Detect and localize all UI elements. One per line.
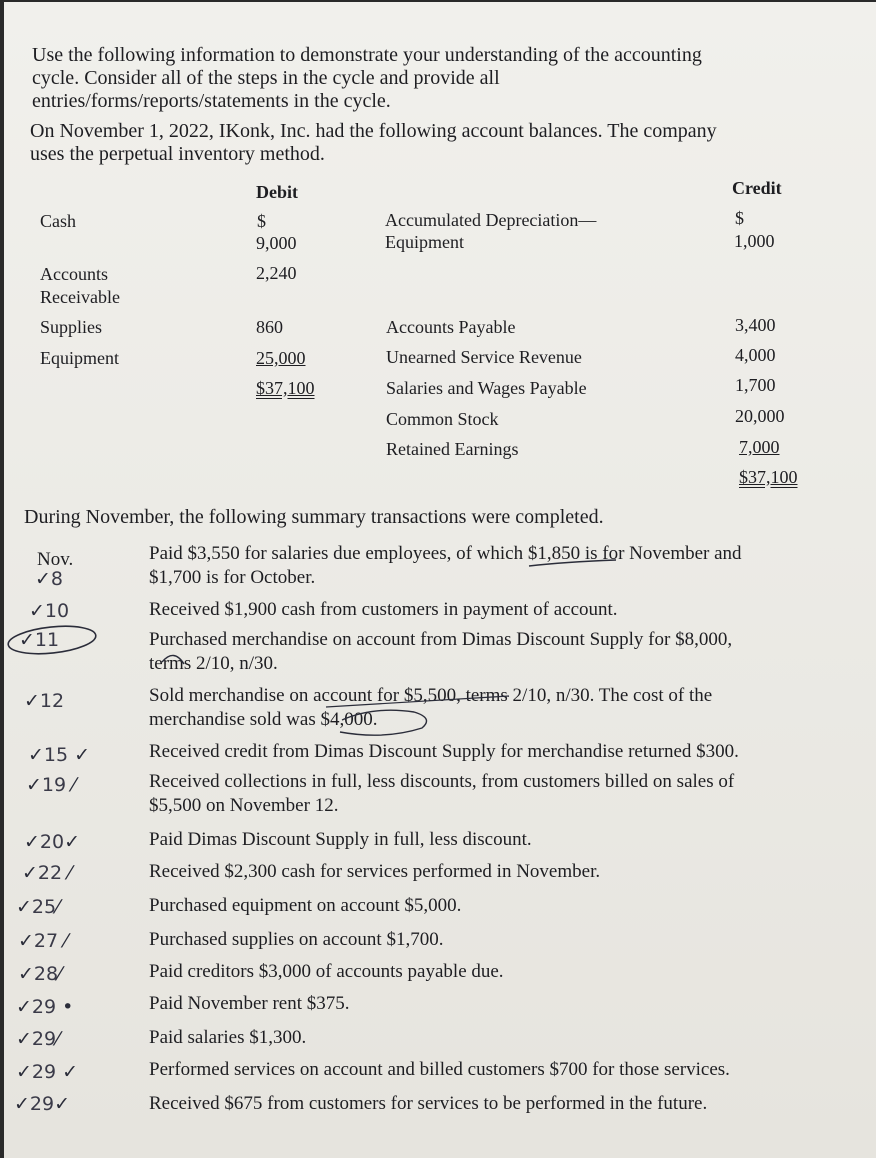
txn-description xyxy=(149,992,350,1016)
txn-line: Paid $3,550 for salaries due employees, of which $1,850 is for November and xyxy=(149,543,742,564)
txn-description xyxy=(149,628,732,676)
txn-description xyxy=(149,828,532,852)
txn-date: 19 xyxy=(41,774,67,796)
txn-line: merchandise sold was $4,000. xyxy=(149,709,378,730)
txn-date: 29 xyxy=(31,1061,57,1083)
account-accum-depreciation-1: Accumulated Depreciation— xyxy=(385,210,597,230)
account-common-stock: Common Stock xyxy=(386,409,499,429)
account-retained-earnings: Retained Earnings xyxy=(386,439,519,459)
debit-total: $37,100 xyxy=(256,378,315,398)
txn-line: Received $675 from customers for services to be performed in the future. xyxy=(149,1093,708,1114)
txn-line: Paid November rent $375. xyxy=(149,993,350,1014)
txn-line: Purchased equipment on account $5,000. xyxy=(149,895,462,916)
txn-line: $1,700 is for October. xyxy=(149,567,316,588)
amount-salaries-wages-payable: 1,700 xyxy=(735,375,776,395)
account-accum-depreciation-2: Equipment xyxy=(385,232,464,252)
intro-line: uses the perpetual inventory method. xyxy=(30,143,325,165)
currency-sign: $ xyxy=(735,208,744,228)
txn-line: Received credit from Dimas Discount Supply for merchandise returned $300. xyxy=(149,741,739,762)
txn-description xyxy=(149,598,618,622)
txn-line: Received $1,900 cash from customers in payment of account. xyxy=(149,599,618,620)
txn-description xyxy=(149,1026,306,1050)
txn-date: 8 xyxy=(50,568,64,590)
amount-accum-depreciation: 1,000 xyxy=(734,231,775,251)
txn-description xyxy=(149,960,504,984)
txn-date: 28 xyxy=(33,963,59,985)
txn-description xyxy=(149,740,739,764)
account-supplies: Supplies xyxy=(40,317,103,337)
amount-accounts-payable: 3,400 xyxy=(735,315,776,335)
txn-line: Purchased merchandise on account from Dimas Discount Supply for $8,000, xyxy=(149,629,733,650)
txn-description xyxy=(149,684,712,732)
txn-date: 20 xyxy=(39,831,65,853)
account-salaries-wages-payable: Salaries and Wages Payable xyxy=(386,378,587,398)
amount-supplies: 860 xyxy=(256,317,283,337)
txn-description xyxy=(149,1092,707,1116)
txn-description xyxy=(149,860,600,884)
txn-date: 27 xyxy=(33,930,59,952)
txn-date: 22 xyxy=(37,862,63,884)
txn-date: 29 xyxy=(31,996,57,1018)
month-label: Nov. xyxy=(37,549,74,570)
amount-cash: 9,000 xyxy=(256,233,297,253)
account-cash: Cash xyxy=(40,211,76,231)
document-page: Use the following information to demonstrate your understanding of the accounting cycle. Consider all of the steps in the cycle and provide all entries/forms/reports/statements in the cycle. On November 1, 2022, IKonk, Inc. had the following account balances. The company uses the perpetual inventory method. Debit Credit Cash $ 9,000 Accounts Receivable 2,240 Supplies 860 Equipment 25,000 $37,100 Accumulated Depreciation— Equipment $ 1,000 Accounts Payable 3,400 Unearned Service Revenue 4,000 Salaries and Wages Payable 1,700 Common Stock 20,000 Retained Earnings 7,000 $37,100 During November, the following summary transactions were completed. Nov. ✓8 ✓10 ✓11 ✓12 ✓15 ✓ ✓19 ⁄ ✓20✓ ✓22 ⁄ ✓25⁄ ✓27 ⁄ ✓28⁄ ✓29 • ✓29⁄ ✓29 ✓ ✓29✓ Paid $3,550 for salaries due employees, of which $1,850 is for November and $1,700 is for October. Received $1,900 cash from customers in payment of account. Purchased merchandise on account from Dimas Discount Supply for $8,000, terms 2/10, n/30. Sold merchandise on account for $5,500, terms 2/10, n/30. The cost of the merchandise sold was $4,000. Received credit from Dimas Discount Supply for merchandise returned $300. Received collections in full, less discounts, from customers billed on sales of $5,500 on November 12. Paid Dimas Discount Supply in full, less discount. Received $2,300 cash for services performed in November. Purchased equipment on account $5,000. Purchased supplies on account $1,700. Paid creditors $3,000 of accounts payable due. Paid November rent $375. Paid salaries $1,300. Performed services on account and billed customers $700 for those services. Received $675 from customers for services to be performed in the future. xyxy=(4,2,876,1158)
amount-unearned-service-revenue: 4,000 xyxy=(735,345,776,365)
amount-common-stock: 20,000 xyxy=(735,406,785,426)
txn-line: Sold merchandise on account for $5,500, terms 2/10, n/30. The cost of the xyxy=(149,685,713,706)
intro-line: cycle. Consider all of the steps in the cycle and provide all xyxy=(32,67,500,89)
amount-accounts-receivable: 2,240 xyxy=(256,263,297,283)
account-accounts-receivable-1: Accounts xyxy=(40,264,108,284)
transactions-heading: During November, the following summary transactions were completed. xyxy=(24,506,604,528)
credit-header: Credit xyxy=(732,178,782,198)
intro-line: Use the following information to demonstrate your understanding of the accounting xyxy=(32,44,702,66)
intro-line: On November 1, 2022, IKonk, Inc. had the following account balances. The company xyxy=(30,120,717,142)
txn-line: Received $2,300 cash for services performed in November. xyxy=(149,861,601,882)
txn-date: 29 xyxy=(31,1028,57,1050)
txn-description xyxy=(149,894,461,918)
txn-description xyxy=(149,770,734,818)
intro-paragraph xyxy=(32,44,702,113)
txn-line: Paid salaries $1,300. xyxy=(149,1027,307,1048)
balances-paragraph xyxy=(30,120,717,166)
txn-line: Paid Dimas Discount Supply in full, less discount. xyxy=(149,829,532,850)
intro-line: entries/forms/reports/statements in the cycle. xyxy=(32,90,391,112)
amount-retained-earnings: 7,000 xyxy=(739,437,780,457)
txn-date: 29 xyxy=(29,1093,55,1115)
txn-line: Paid creditors $3,000 of accounts payable due. xyxy=(149,961,504,982)
account-equipment: Equipment xyxy=(40,348,119,368)
account-accounts-receivable-2: Receivable xyxy=(40,287,120,307)
txn-line: terms 2/10, n/30. xyxy=(149,653,278,674)
txn-line: Purchased supplies on account $1,700. xyxy=(149,929,444,950)
txn-line: $5,500 on November 12. xyxy=(149,795,339,816)
txn-date: 12 xyxy=(39,690,65,712)
txn-date: 25 xyxy=(31,896,57,918)
credit-total: $37,100 xyxy=(739,467,798,487)
txn-line: Received collections in full, less discounts, from customers billed on sales of xyxy=(149,771,735,792)
account-accounts-payable: Accounts Payable xyxy=(386,317,516,337)
account-unearned-service-revenue: Unearned Service Revenue xyxy=(386,347,582,367)
currency-sign: $ xyxy=(257,211,266,231)
txn-line: Performed services on account and billed customers $700 for those services. xyxy=(149,1059,730,1080)
amount-equipment: 25,000 xyxy=(256,348,306,368)
txn-description xyxy=(149,928,443,952)
txn-date: 15 xyxy=(43,744,69,766)
txn-date: 11 xyxy=(34,629,60,651)
txn-description xyxy=(149,1058,730,1082)
txn-description xyxy=(149,542,742,590)
txn-date: 10 xyxy=(44,600,70,622)
debit-header: Debit xyxy=(256,182,298,202)
